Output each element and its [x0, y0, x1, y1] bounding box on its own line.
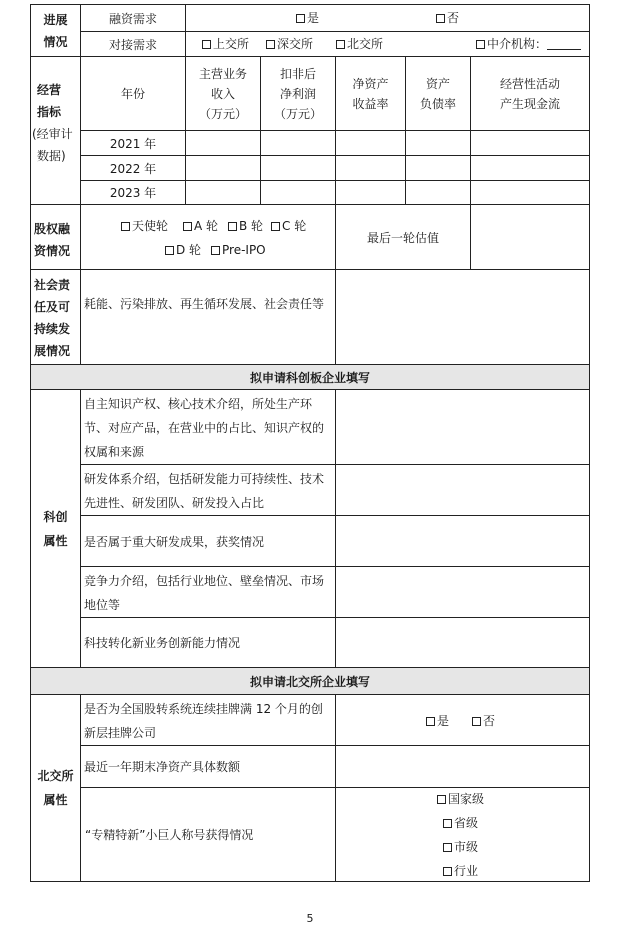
financing-yes-option[interactable]: 是 — [296, 9, 319, 27]
operations-label: 经营 指标 (经审计 数据) — [30, 56, 81, 205]
round-pre-ipo-option[interactable]: Pre-IPO — [211, 241, 266, 259]
debt-ratio-2021-cell[interactable] — [405, 130, 471, 156]
star-item-competition: 竞争力介绍，包括行业地位、壁垒情况、市场地位等 — [80, 566, 336, 618]
bse-section-header: 拟申请北交所企业填写 — [30, 667, 590, 695]
year-2022: 2022 年 — [80, 155, 186, 181]
financing-need-label: 融资需求 — [80, 4, 186, 32]
checkbox-icon[interactable] — [443, 819, 452, 828]
star-item-competition-input[interactable] — [335, 566, 590, 618]
net-profit-2022-cell[interactable] — [260, 155, 336, 181]
round-angel-option[interactable]: 天使轮 — [121, 217, 168, 235]
bse-q1-no-option[interactable]: 否 — [472, 712, 495, 730]
round-d-option[interactable]: D 轮 — [165, 241, 201, 259]
checkbox-icon[interactable] — [443, 843, 452, 852]
checkbox-icon[interactable] — [183, 222, 192, 231]
exchange-sse-option[interactable]: 上交所 — [202, 35, 249, 53]
roe-header: 净资产 收益率 — [335, 56, 406, 131]
equity-label: 股权融 资情况 — [30, 204, 81, 270]
exchange-bse-option[interactable]: 北交所 — [336, 35, 383, 53]
net-profit-2021-cell[interactable] — [260, 130, 336, 156]
checkbox-icon[interactable] — [336, 40, 345, 49]
bse-label: 北交所 属性 — [30, 694, 81, 882]
level-industry-option[interactable]: 行业 — [443, 862, 478, 880]
star-item-achievement: 是否属于重大研发成果，获奖情况 — [80, 515, 336, 567]
level-municipal-option[interactable]: 市级 — [443, 838, 478, 856]
star-market-section-header: 拟申请科创板企业填写 — [30, 364, 590, 390]
level-national-option[interactable]: 国家级 — [437, 790, 484, 808]
financing-need-options — [185, 4, 590, 32]
page-number: 5 — [306, 912, 314, 925]
roe-2023-cell[interactable] — [335, 180, 406, 205]
revenue-header: 主营业务 收入 （万元） — [185, 56, 261, 131]
revenue-2023-cell[interactable] — [185, 180, 261, 205]
checkbox-icon[interactable] — [436, 14, 445, 23]
social-desc-cell — [80, 269, 336, 365]
bse-q3-options — [335, 787, 590, 882]
checkbox-icon[interactable] — [271, 222, 280, 231]
docking-need-label: 对接需求 — [80, 31, 186, 57]
cash-flow-2022-cell[interactable] — [470, 155, 590, 181]
checkbox-icon[interactable] — [121, 222, 130, 231]
checkbox-icon[interactable] — [296, 14, 305, 23]
social-label: 社会责 任及可 持续发 展情况 — [30, 269, 81, 365]
star-item-ip-input[interactable] — [335, 389, 590, 465]
debt-ratio-2023-cell[interactable] — [405, 180, 471, 205]
revenue-2022-cell[interactable] — [185, 155, 261, 181]
checkbox-icon[interactable] — [266, 40, 275, 49]
revenue-2021-cell[interactable] — [185, 130, 261, 156]
checkbox-icon[interactable] — [476, 40, 485, 49]
last-valuation-cell[interactable] — [470, 204, 590, 270]
intermediary-blank-line[interactable] — [547, 39, 581, 50]
financing-no-option[interactable]: 否 — [436, 9, 459, 27]
bse-q1-options — [335, 694, 590, 746]
round-b-option[interactable]: B 轮 — [228, 217, 263, 235]
bse-q1-yes-option[interactable]: 是 — [426, 712, 449, 730]
year-header: 年份 — [80, 56, 186, 131]
net-profit-2023-cell[interactable] — [260, 180, 336, 205]
checkbox-icon[interactable] — [443, 867, 452, 876]
checkbox-icon[interactable] — [437, 795, 446, 804]
debt-ratio-header: 资产 负债率 — [405, 56, 471, 131]
cash-flow-2023-cell[interactable] — [470, 180, 590, 205]
checkbox-icon[interactable] — [426, 717, 435, 726]
year-2023: 2023 年 — [80, 180, 186, 205]
round-a-option[interactable]: A 轮 — [183, 217, 218, 235]
checkbox-icon[interactable] — [202, 40, 211, 49]
checkbox-icon[interactable] — [165, 246, 174, 255]
star-item-rd: 研发体系介绍，包括研发能力可持续性、技术先进性、研发团队、研发投入占比 — [80, 464, 336, 516]
debt-ratio-2022-cell[interactable] — [405, 155, 471, 181]
star-item-innovation: 科技转化新业务创新能力情况 — [80, 617, 336, 668]
bse-q3: “专精特新”小巨人称号获得情况 — [80, 787, 336, 882]
cash-flow-header: 经营性活动 产生现金流 — [470, 56, 590, 131]
progress-label: 进展 情况 — [30, 4, 81, 57]
equity-rounds — [80, 204, 336, 270]
star-item-achievement-input[interactable] — [335, 515, 590, 567]
social-desc: 耗能、污染排放、再生循环发展、社会责任等 — [84, 297, 325, 311]
bse-q1: 是否为全国股转系统连续挂牌满 12 个月的创新层挂牌公司 — [80, 694, 336, 746]
docking-need-options — [185, 31, 590, 57]
bse-q2-input[interactable] — [335, 745, 590, 788]
checkbox-icon[interactable] — [211, 246, 220, 255]
star-item-ip: 自主知识产权、核心技术介绍，所处生产环节、对应产品，在营业中的占比、知识产权的权属和来源 — [80, 389, 336, 465]
checkbox-icon[interactable] — [472, 717, 481, 726]
roe-2021-cell[interactable] — [335, 130, 406, 156]
net-profit-header: 扣非后 净利润 （万元） — [260, 56, 336, 131]
star-item-rd-input[interactable] — [335, 464, 590, 516]
intermediary-option[interactable]: 中介机构： — [476, 35, 581, 53]
cash-flow-2021-cell[interactable] — [470, 130, 590, 156]
level-provincial-option[interactable]: 省级 — [443, 814, 478, 832]
checkbox-icon[interactable] — [228, 222, 237, 231]
social-input-cell[interactable] — [335, 269, 590, 365]
year-2021: 2021 年 — [80, 130, 186, 156]
star-item-innovation-input[interactable] — [335, 617, 590, 668]
roe-2022-cell[interactable] — [335, 155, 406, 181]
bse-q2: 最近一年期末净资产具体数额 — [80, 745, 336, 788]
star-market-label: 科创 属性 — [30, 389, 81, 668]
enterprise-info-table — [30, 4, 590, 882]
round-c-option[interactable]: C 轮 — [271, 217, 306, 235]
exchange-szse-option[interactable]: 深交所 — [266, 35, 313, 53]
last-valuation-label: 最后一轮估值 — [335, 204, 471, 270]
